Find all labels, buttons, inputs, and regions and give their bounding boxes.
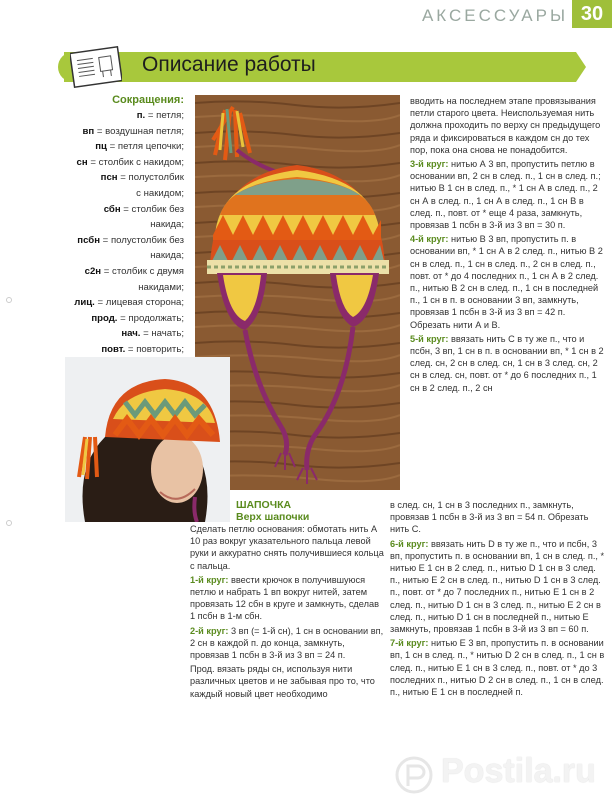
round-5	[410, 333, 605, 394]
page-title: Описание работы	[142, 53, 316, 76]
title-band	[64, 52, 576, 82]
instructions-column-left	[190, 499, 385, 702]
round-3	[410, 158, 605, 231]
page-number: 30	[572, 0, 612, 28]
abbr-item: сн = столбик с накидом;	[76, 156, 184, 168]
model-photo	[65, 357, 230, 522]
instructions-column-right-bottom	[390, 499, 605, 700]
round-label: 6-й круг:	[390, 538, 429, 549]
round-text: ввести крючок в получившуюся петлю и набрать 1 вп вокруг нитей, затем провязать 12 сбн в круге и замкнуть, сделав 1 псбн в 1-м сбн.	[190, 574, 379, 622]
watermark-text: Postila.ru	[441, 752, 596, 790]
abbr-item: накидами;	[138, 281, 184, 293]
abbr-item: накида;	[150, 219, 184, 231]
section-title: ШАПОЧКА	[236, 499, 292, 511]
intro-paragraph: Сделать петлю основания: обмотать нить А 10 раз вокруг указательного пальца левой руки и аккуратно снять получившиеся кольца с пальца.	[190, 524, 384, 571]
abbreviations-heading: Сокращения:	[112, 94, 184, 106]
abbr-item: с накидом;	[136, 187, 184, 199]
abbr-item: накида;	[150, 250, 184, 262]
round-text: нитью Е 3 вп, пропустить п. в основании вп, 1 сн в след. п., * нитью D 2 сн в след. п., 1 сн в след. п., нитью Е 1 сн в 3 след. п., повт. от * до 3 последних п., нитью D 2 сн в след. п., 1 сн в след. п., нитью Е 1 сн в последней п.	[390, 638, 605, 698]
round-text: ввязать нить С в ту же п., что и псбн, 3 вп, 1 сн в п. в основании вп, * 1 сн в 2 след. сн, 2 сн в след. сн, 1 сн в 3 след. сн, 2 сн в след. сн, повт. от * до 6 последних п., 1 сн в 2 след. п., 2 сн	[410, 333, 604, 393]
abbr-item: прод. = продолжать;	[91, 312, 184, 324]
abbr-item: вп = воздушная петля;	[82, 125, 184, 137]
page-header	[0, 0, 612, 30]
instructions-column-right	[410, 95, 605, 396]
postila-logo-icon	[395, 756, 433, 794]
round-6	[390, 538, 605, 636]
margin-hole	[6, 297, 12, 303]
round-1	[190, 574, 385, 623]
round-label: 1-й круг:	[190, 574, 229, 585]
watermark	[395, 752, 610, 796]
round-text: нитью В 3 вп, пропустить п. в основании вп, * 1 сн А в 2 след. п., нитью В 2 сн в след. п., 1 сн в след. п., 2 сн в след. п., повт. от * до 4 последних п., 1 сн А в 2 след. п., нитью В 2 сн в след. п., 1 сн в последней п., 1 сн в п. в основании 3 вп, замкнуть, провязав 1 псбн в 3-й из 3 вп = 42 п. Обрезать нити А и В.	[410, 234, 603, 330]
abbr-item: нач. = начать;	[121, 328, 184, 340]
abbr-item: лиц. = лицевая сторона;	[74, 297, 184, 309]
round-text: 3 вп (= 1-й сн), 1 сн в основании вп, 2 сн в каждой п. до конца, замкнуть, провязав 1 псбн в 3-й из 3 вп = 24 п.	[190, 625, 384, 661]
intro-paragraph: вводить на последнем этапе провязывания петли старого цвета. Неиспользуемая нить должна проходить по верху сн предыдущего ряда и фиксироваться в каждом сн до тех пор, пока она снова не понадобится.	[410, 96, 601, 155]
section-label: АКСЕССУАРЫ	[421, 6, 568, 25]
abbr-item: с2н = столбик с двумя	[84, 265, 184, 277]
subsection-title: Верх шапочки	[236, 511, 310, 523]
pattern-document-icon	[70, 46, 122, 88]
abbr-item: сбн = столбик без	[103, 203, 184, 215]
abbr-item: псн = полустолбик	[100, 172, 184, 184]
round-label: 5-й круг:	[410, 333, 449, 344]
round-2	[190, 625, 385, 662]
round-5-continued: в след. сн, 1 сн в 3 последних п., замкнуть, провязав 1 псбн в 3-й из 3 вп = 54 п. Обрезать нить С.	[390, 500, 589, 535]
round-label: 7-й круг:	[390, 638, 429, 649]
round-text: ввязать нить D в ту же п., что и псбн, 3 вп, пропустить п. в основании вп, 1 сн в след. п., * нитью Е 1 сн в 2 след. п., нитью D 1 сн в 3 след. п., нитью Е 2 сн в след. п., нитью D 1 сн в 3 след. п., повт. от * до 7 последних п., нитью Е 1 сн в 2 след. п., нитью D 1 сн в 3 след. п., нитью Е 2 сн в след. п., нитью D 1 сн в последней п., нитью Е замкнуть, провязав 1 псбн в 3-й из 3 вп = 60 п.	[390, 538, 605, 635]
abbr-item: пц = петля цепочки;	[95, 141, 184, 153]
round-7	[390, 637, 605, 698]
abbr-item: повт. = повторить;	[101, 343, 184, 355]
round-label: 4-й круг:	[410, 234, 449, 245]
round-label: 2-й круг:	[190, 625, 229, 636]
abbr-item: псбн = полустолбик без	[77, 234, 184, 246]
round-text: нитью А 3 вп, пропустить петлю в основании вп, 2 сн в след. п., 1 сн в след. п.; нитью В 1 сн в след. п., * 1 сн А в след. п., 2 сн А в след. п., 1 сн А в след. п., 1 сн В в след. п., повт. от * еще 4 раза, замкнуть, провязав 1 псбн в 3-й из 3 вп = 30 п.	[410, 159, 601, 231]
outro-paragraph: Прод. вязать ряды сн, используя нити различных цветов и не забывая про то, что каждый новый цвет необходимо	[190, 664, 375, 699]
margin-hole	[6, 520, 12, 526]
abbreviations-list	[40, 93, 184, 389]
abbr-item: п. = петля;	[136, 110, 184, 121]
round-4	[410, 233, 605, 331]
round-label: 3-й круг:	[410, 159, 449, 170]
